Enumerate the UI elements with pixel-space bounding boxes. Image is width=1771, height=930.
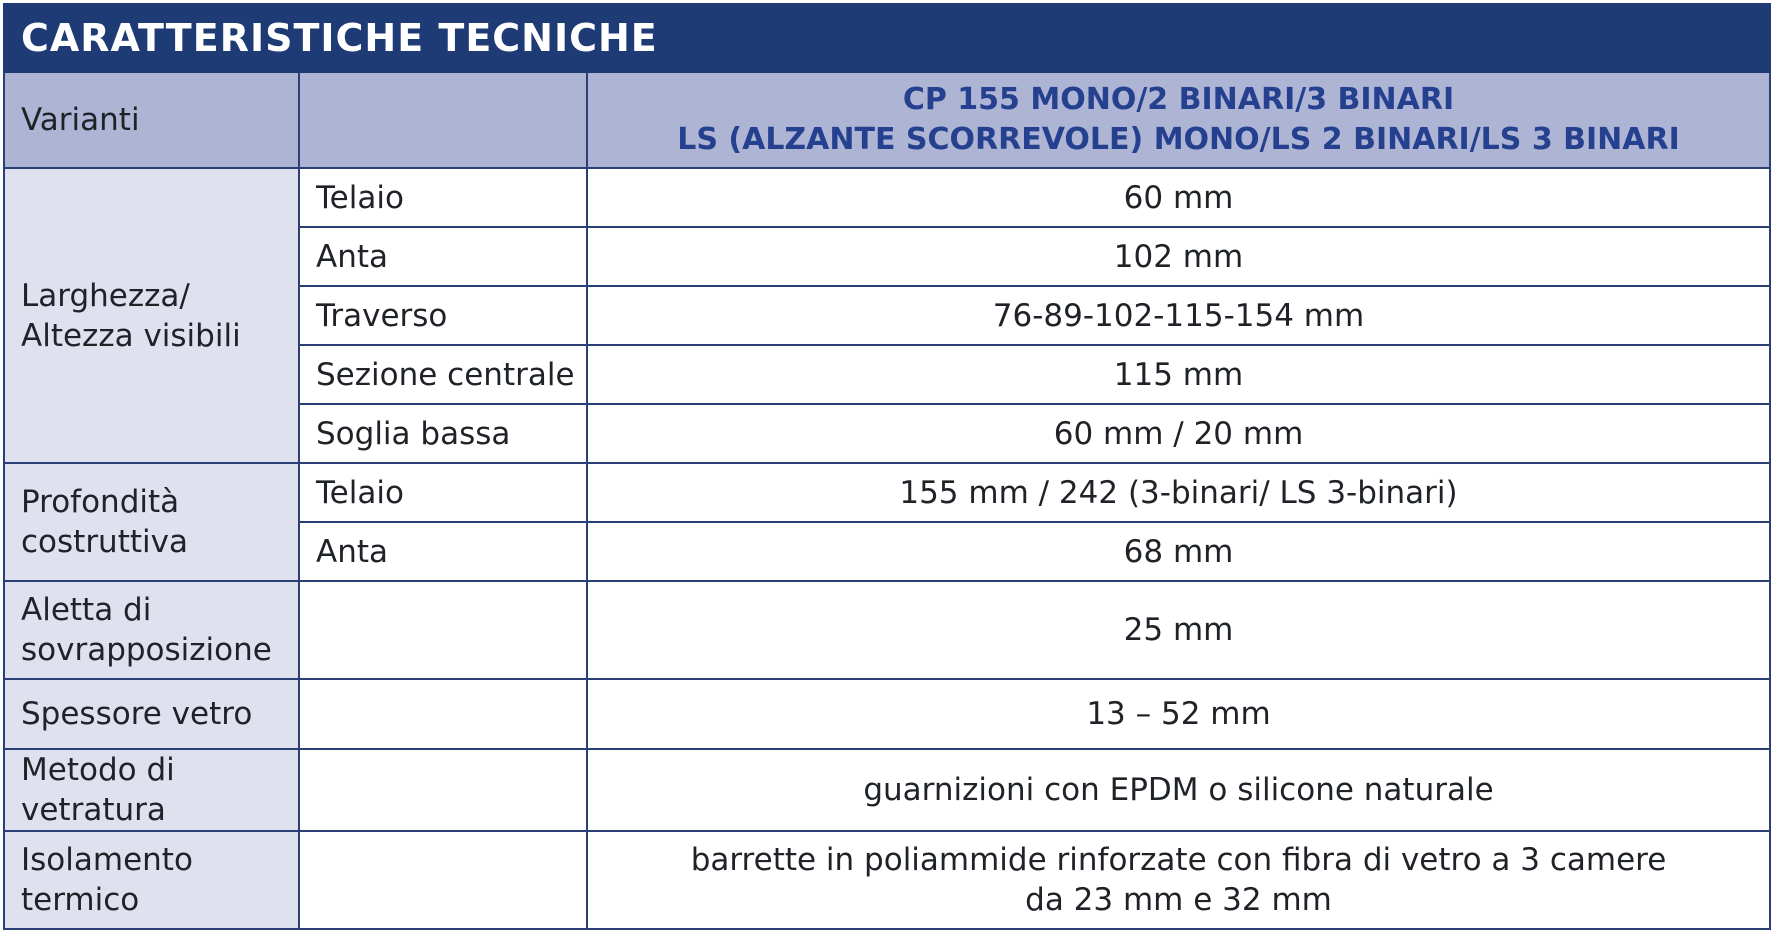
sub-label: Telaio: [299, 463, 587, 522]
value-cell: 60 mm: [587, 168, 1770, 227]
row-label-glass: Spessore vetro: [4, 679, 299, 749]
row-label-visible: [4, 168, 299, 463]
label-depth-line2: costruttiva: [21, 524, 188, 560]
row-label-depth: [4, 463, 299, 581]
sub-label-empty: [299, 679, 587, 749]
table-row: [4, 679, 1770, 749]
value-cell: 76-89-102-115-154 mm: [587, 286, 1770, 345]
table-row: [4, 463, 1770, 522]
row-label-glazing: Metodo di vetratura: [4, 749, 299, 831]
value-cell: 102 mm: [587, 227, 1770, 286]
label-overlap-line2: sovrapposizione: [21, 632, 272, 668]
table-title: CARATTERISTICHE TECNICHE: [4, 4, 1770, 72]
value-cell: [587, 831, 1770, 929]
table-row: [4, 581, 1770, 679]
header-row: [4, 72, 1770, 168]
spec-table: [3, 3, 1771, 930]
header-label: Varianti: [4, 72, 299, 168]
sub-label: Traverso: [299, 286, 587, 345]
value-cell: 68 mm: [587, 522, 1770, 581]
table-row: [4, 831, 1770, 929]
label-overlap-line1: Aletta di: [21, 592, 152, 628]
insulation-value-line2: da 23 mm e 32 mm: [1025, 882, 1332, 918]
label-visible-line1: Larghezza/: [21, 277, 190, 314]
title-row: [4, 4, 1770, 72]
table-row: [4, 749, 1770, 831]
sub-label: Anta: [299, 522, 587, 581]
value-cell: 25 mm: [587, 581, 1770, 679]
value-cell: 13 – 52 mm: [587, 679, 1770, 749]
value-cell: guarnizioni con EPDM o silicone naturale: [587, 749, 1770, 831]
table-row: [4, 168, 1770, 227]
value-cell: 115 mm: [587, 345, 1770, 404]
row-label-insulation: Isolamento termico: [4, 831, 299, 929]
row-label-overlap: [4, 581, 299, 679]
header-value-line1: CP 155 MONO/2 BINARI/3 BINARI: [902, 82, 1455, 117]
header-value: [587, 72, 1770, 168]
label-visible-line2: Altezza visibili: [21, 317, 241, 354]
sub-label: Telaio: [299, 168, 587, 227]
value-cell: 155 mm / 242 (3-binari/ LS 3-binari): [587, 463, 1770, 522]
header-sub: [299, 72, 587, 168]
label-depth-line1: Profondità: [21, 484, 180, 520]
header-value-line2: LS (ALZANTE SCORREVOLE) MONO/LS 2 BINARI/LS 3 BINARI: [677, 122, 1680, 157]
sub-label-empty: [299, 749, 587, 831]
insulation-value-line1: barrette in poliammide rinforzate con fibra di vetro a 3 camere: [690, 842, 1667, 878]
value-cell: 60 mm / 20 mm: [587, 404, 1770, 463]
sub-label: Sezione centrale: [299, 345, 587, 404]
sub-label: Soglia bassa: [299, 404, 587, 463]
sub-label-empty: [299, 831, 587, 929]
sub-label-empty: [299, 581, 587, 679]
sub-label: Anta: [299, 227, 587, 286]
